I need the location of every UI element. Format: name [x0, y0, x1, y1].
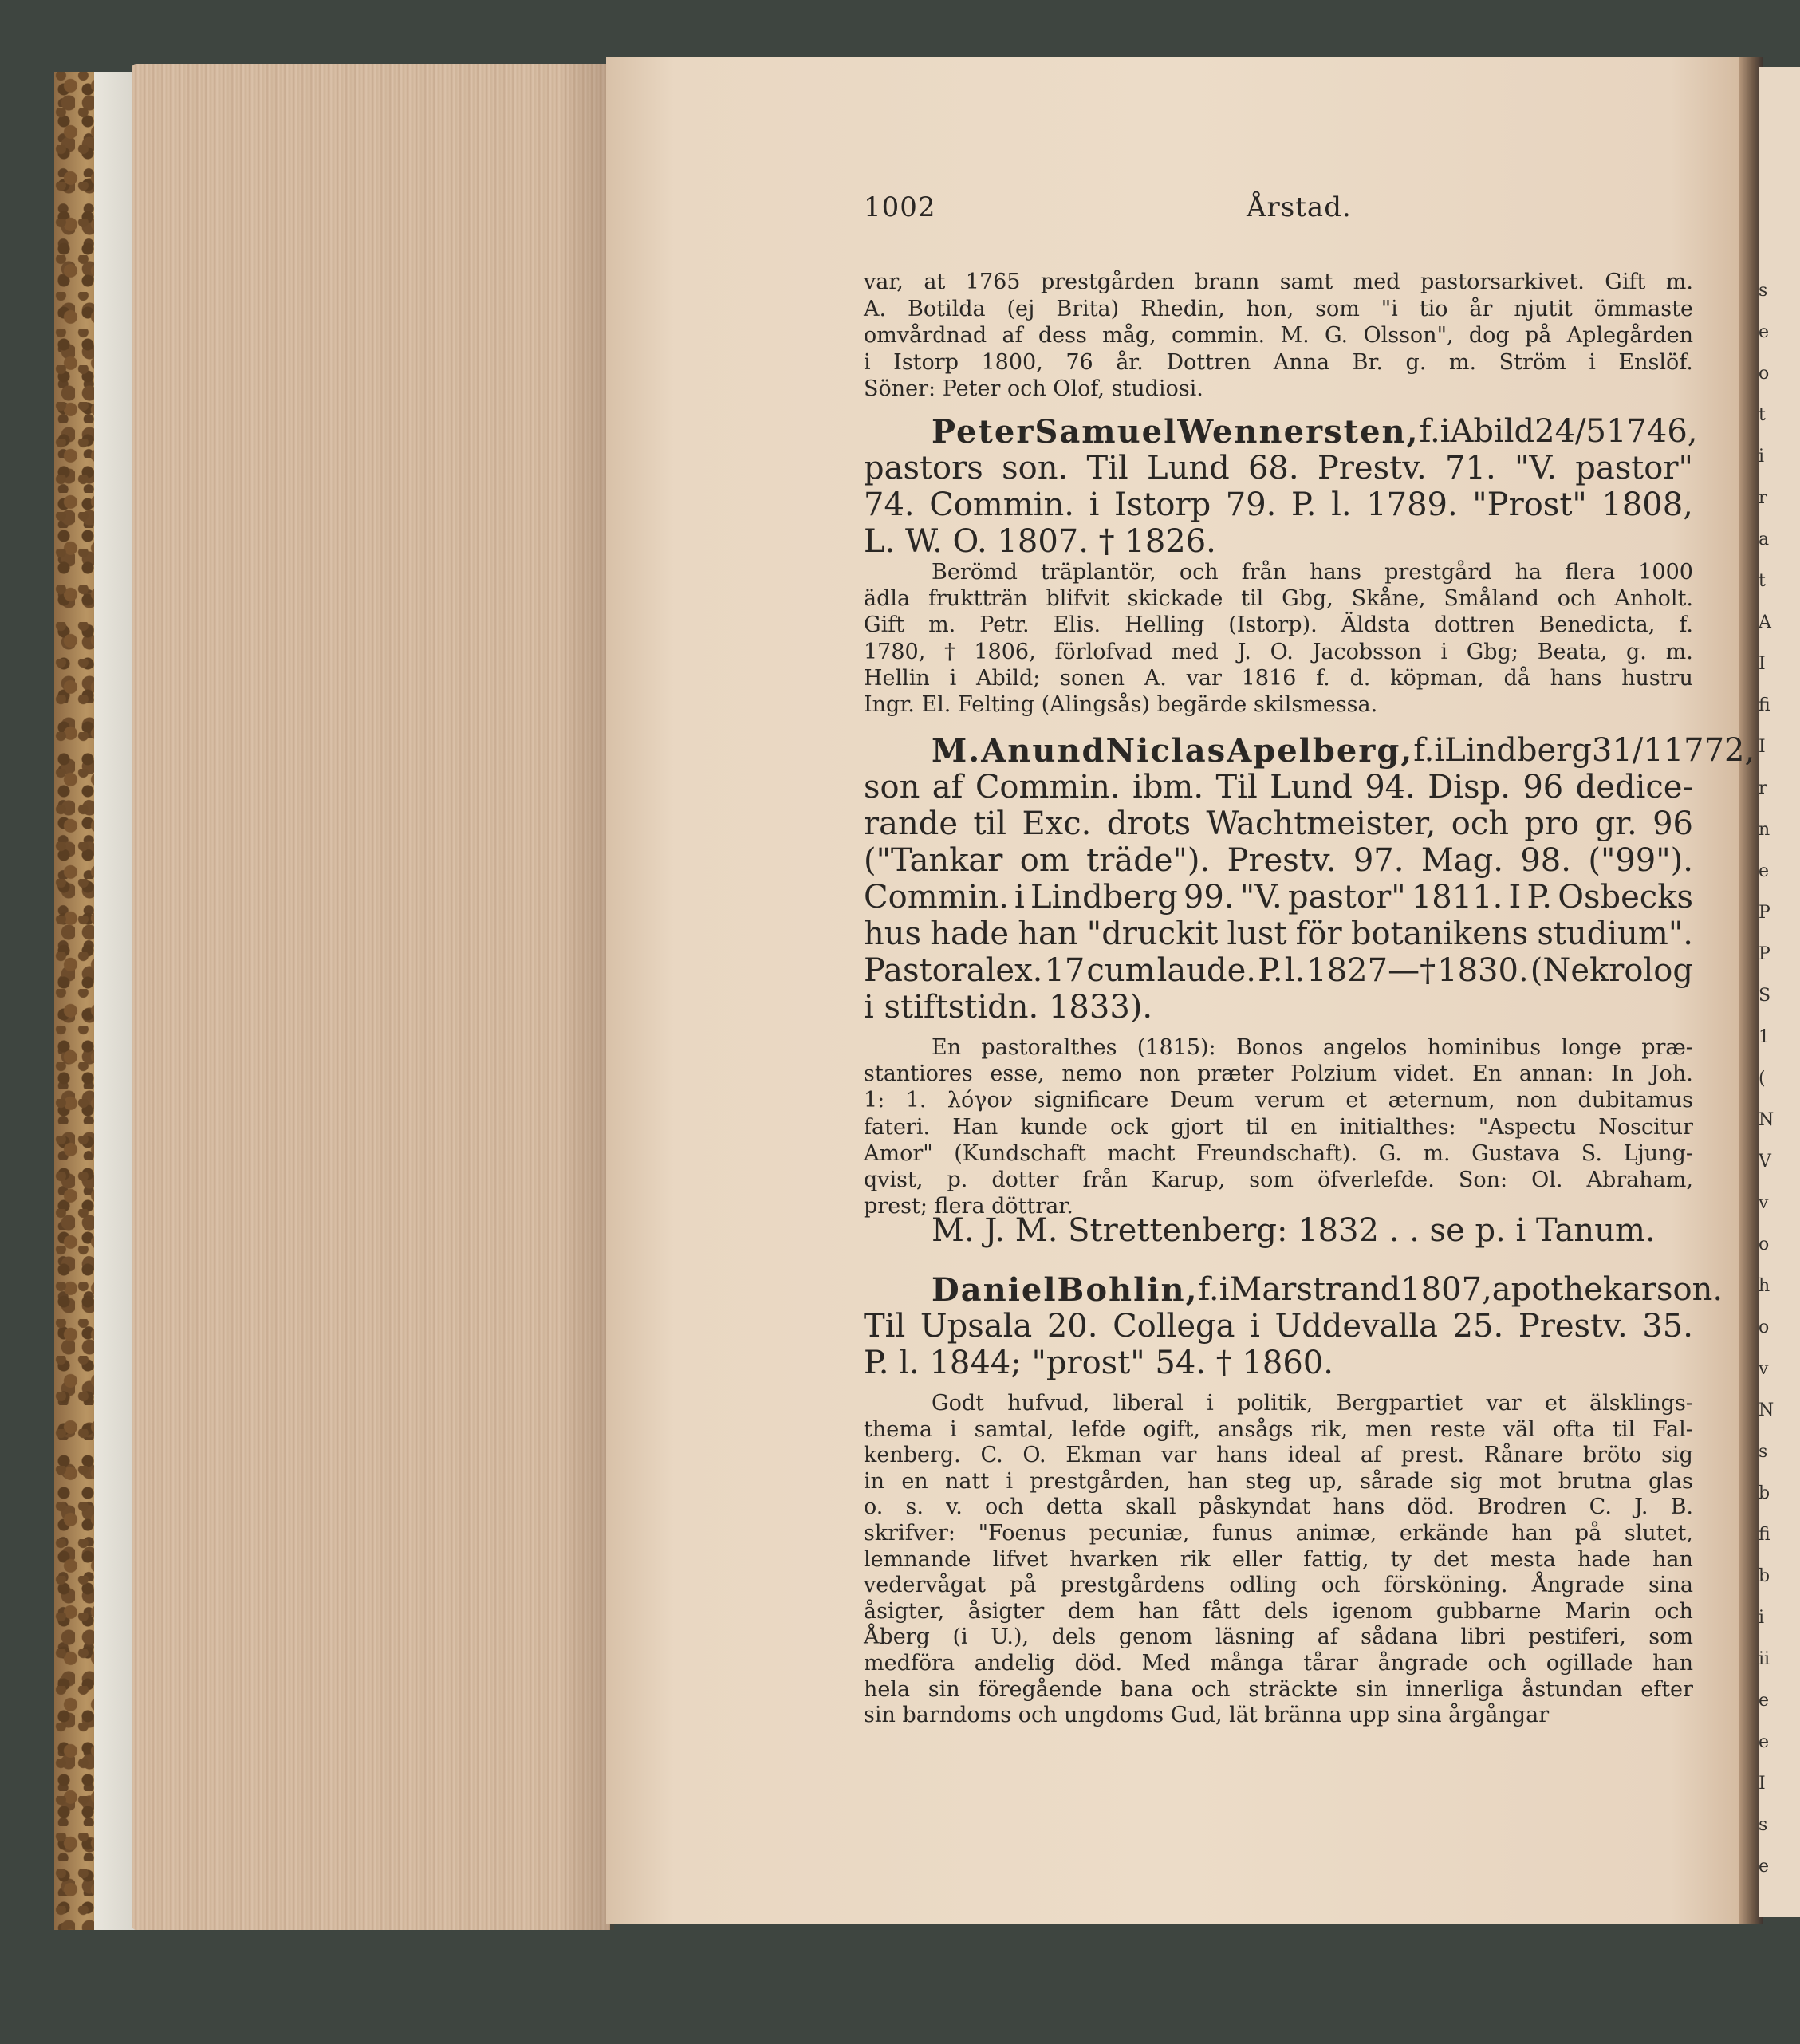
margin-glyph: I: [1759, 737, 1766, 757]
margin-glyph: I: [1759, 1774, 1766, 1794]
text-line: Til Upsala 20. Collega i Uddevalla 25. Prestv. 35.: [864, 1308, 1693, 1345]
margin-glyph: a: [1759, 530, 1770, 549]
margin-glyph: S: [1759, 986, 1771, 1006]
margin-glyph: s: [1759, 1815, 1768, 1835]
text-line: ädla fruktträn blifvit skickade til Gbg, Skåne, Småland och Anholt.: [864, 586, 1693, 612]
page-stack-edges: [132, 64, 610, 1930]
margin-glyph: o: [1759, 1317, 1770, 1337]
text-line: pastors son. Til Lund 68. Prestv. 71. "V. pastor": [864, 450, 1693, 486]
margin-glyph: r: [1759, 778, 1767, 798]
text-line: hela sin föregående bana och sträckte sin innerliga åstundan efter: [864, 1676, 1693, 1702]
text-line: omvårdnad af dess måg, commin. M. G. Olsson", dog på Aplegården: [864, 323, 1693, 348]
text-line: M. Anund Niclas Apelberg, f. i Lindberg 31/1 1772,: [932, 732, 1755, 770]
page-header: [864, 191, 1581, 228]
text-line: kenberg. C. O. Ekman var hans ideal af prest. Rånare bröto sig: [864, 1443, 1693, 1468]
text-line: rande til Exc. drots Wachtmeister, och pro gr. 96: [864, 805, 1693, 842]
text-line: Berömd träplantör, och från hans prestgård ha flera 1000: [932, 560, 1693, 585]
margin-glyph: e: [1759, 1691, 1770, 1711]
margin-glyph: fi: [1759, 1525, 1770, 1545]
margin-glyph: A: [1759, 612, 1771, 632]
margin-glyph: t: [1759, 405, 1766, 425]
text-line: i Istorp 1800, 76 år. Dottren Anna Br. g. m. Ström i Enslöf.: [864, 349, 1693, 375]
margin-glyph: t: [1759, 571, 1766, 591]
margin-glyph: ii: [1759, 1649, 1770, 1669]
margin-glyph: b: [1759, 1483, 1770, 1503]
margin-glyph: fi: [1759, 695, 1770, 715]
text-line: 1: 1. λόγον significare Deum verum et æternum, non dubitamus: [864, 1088, 1693, 1113]
margin-glyph: e: [1759, 1732, 1770, 1752]
margin-glyph: v: [1759, 1193, 1769, 1213]
text-line: Söner: Peter och Olof, studiosi.: [864, 376, 1203, 401]
margin-glyph: P: [1759, 903, 1770, 923]
text-line: lemnande lifvet hvarken rik eller fattig, ty det mesta hade han: [864, 1546, 1693, 1572]
text-line: qvist, p. dotter från Karup, som öfverlefde. Son: Ol. Abraham,: [864, 1168, 1693, 1192]
margin-glyph: 1: [1759, 1027, 1770, 1047]
margin-glyph: e: [1759, 861, 1770, 881]
margin-glyph: (: [1759, 1069, 1766, 1089]
text-line: M. J. M. Strettenberg: 1832 . . se p. i Tanum.: [932, 1212, 1656, 1249]
text-line: A. Botilda (ej Brita) Rhedin, hon, som "i tio år njutit ömmaste: [864, 296, 1693, 321]
text-line: o. s. v. och detta skall påskyndat hans död. Brodren C. J. B.: [864, 1495, 1693, 1520]
text-line: P. l. 1844; "prost" 54. † 1860.: [864, 1345, 1333, 1381]
text-line: Amor" (Kundschaft macht Freundschaft). G. m. Gustava S. Ljung-: [864, 1140, 1693, 1166]
text-line: hus hade han "druckit lust för botanikens studium".: [864, 916, 1693, 952]
margin-glyph: b: [1759, 1566, 1770, 1586]
margin-glyph: s: [1759, 281, 1768, 301]
text-line: Åberg (i U.), dels genom läsning af sådana libri pestiferi, som: [864, 1625, 1693, 1650]
text-line: Peter Samuel Wennersten, f. i Abild 24/5 1746,: [932, 413, 1698, 451]
text-line: son af Commin. ibm. Til Lund 94. Disp. 96 dedice-: [864, 769, 1693, 805]
margin-glyph: I: [1759, 654, 1766, 674]
text-line: var, at 1765 prestgården brann samt med pastorsarkivet. Gift m.: [864, 270, 1693, 294]
margin-glyph: P: [1759, 944, 1770, 964]
text-line: fateri. Han kunde ock gjort til en initialthes: "Aspectu Noscitur: [864, 1114, 1693, 1140]
text-line: 74. Commin. i Istorp 79. P. l. 1789. "Prost" 1808,: [864, 486, 1693, 523]
margin-glyph: e: [1759, 322, 1770, 342]
margin-glyph: n: [1759, 820, 1770, 840]
margin-glyph: N: [1759, 1400, 1774, 1420]
next-page-margin: [1759, 67, 1800, 1917]
page-number: 1002: [864, 191, 936, 223]
text-line: Hellin i Abild; sonen A. var 1816 f. d. köpman, då hans hustru: [864, 665, 1693, 691]
text-line: medföra andelig död. Med många tårar ångrade och ogillade han: [864, 1651, 1693, 1676]
running-head: Årstad.: [1247, 191, 1352, 223]
text-line: vedervågat på prestgårdens odling och försköning. Ångrade sina: [864, 1573, 1693, 1598]
text-line: Commin. i Lindberg 99. "V. pastor" 1811. I P. Osbecks: [864, 879, 1693, 916]
text-line: prest; flera döttrar.: [864, 1194, 1073, 1219]
margin-glyph: N: [1759, 1110, 1774, 1130]
text-line: ("Tankar om träde"). Prestv. 97. Mag. 98. ("99").: [864, 842, 1693, 879]
margin-glyph: i: [1759, 447, 1765, 467]
margin-glyph: v: [1759, 1359, 1769, 1379]
margin-glyph: o: [1759, 1235, 1770, 1254]
margin-glyph: i: [1759, 1608, 1765, 1628]
text-line: stantiores esse, nemo non præter Polzium videt. En annan: In Joh.: [864, 1061, 1693, 1087]
text-line: in en natt i prestgården, han steg up, sårade sig mot brutna glas: [864, 1468, 1693, 1494]
text-line: En pastoralthes (1815): Bonos angelos hominibus longe præ-: [932, 1035, 1693, 1060]
margin-glyph: V: [1759, 1152, 1771, 1172]
text-line: thema i samtal, lefde ogift, ansågs rik, men reste väl ofta til Fal-: [864, 1416, 1693, 1442]
text-line: Pastoralex. 17 cum laude. P. l. 1827—† 1830. (Nekrolog: [864, 952, 1693, 989]
margin-glyph: o: [1759, 364, 1770, 384]
text-line: åsigter, åsigter dem han fått dels igenom gubbarne Marin och: [864, 1598, 1693, 1624]
text-line: Gift m. Petr. Elis. Helling (Istorp). Äldsta dottren Benedicta, f.: [864, 612, 1693, 638]
text-line: L. W. O. 1807. † 1826.: [864, 523, 1216, 560]
margin-glyph: s: [1759, 1442, 1768, 1462]
text-line: Godt hufvud, liberal i politik, Bergpartiet var et älsklings-: [932, 1391, 1693, 1416]
text-line: 1780, † 1806, förlofvad med J. O. Jacobsson i Gbg; Beata, g. m.: [864, 639, 1693, 664]
margin-glyph: e: [1759, 1857, 1770, 1877]
margin-glyph: r: [1759, 488, 1767, 508]
text-line: Daniel Bohlin, f. i Marstrand 1807, apothekarson.: [932, 1271, 1723, 1309]
text-line: Ingr. El. Felting (Alingsås) begärde skilsmessa.: [864, 692, 1378, 717]
margin-glyph: h: [1759, 1276, 1770, 1296]
text-line: i stiftstidn. 1833).: [864, 989, 1153, 1026]
cover-paper-strip: [94, 72, 136, 1930]
text-line: sin barndoms och ungdoms Gud, lät bränna upp sina årgångar: [864, 1703, 1550, 1728]
text-line: skrifver: "Foenus pecuniæ, funus animæ, erkände han på slutet,: [864, 1521, 1693, 1546]
